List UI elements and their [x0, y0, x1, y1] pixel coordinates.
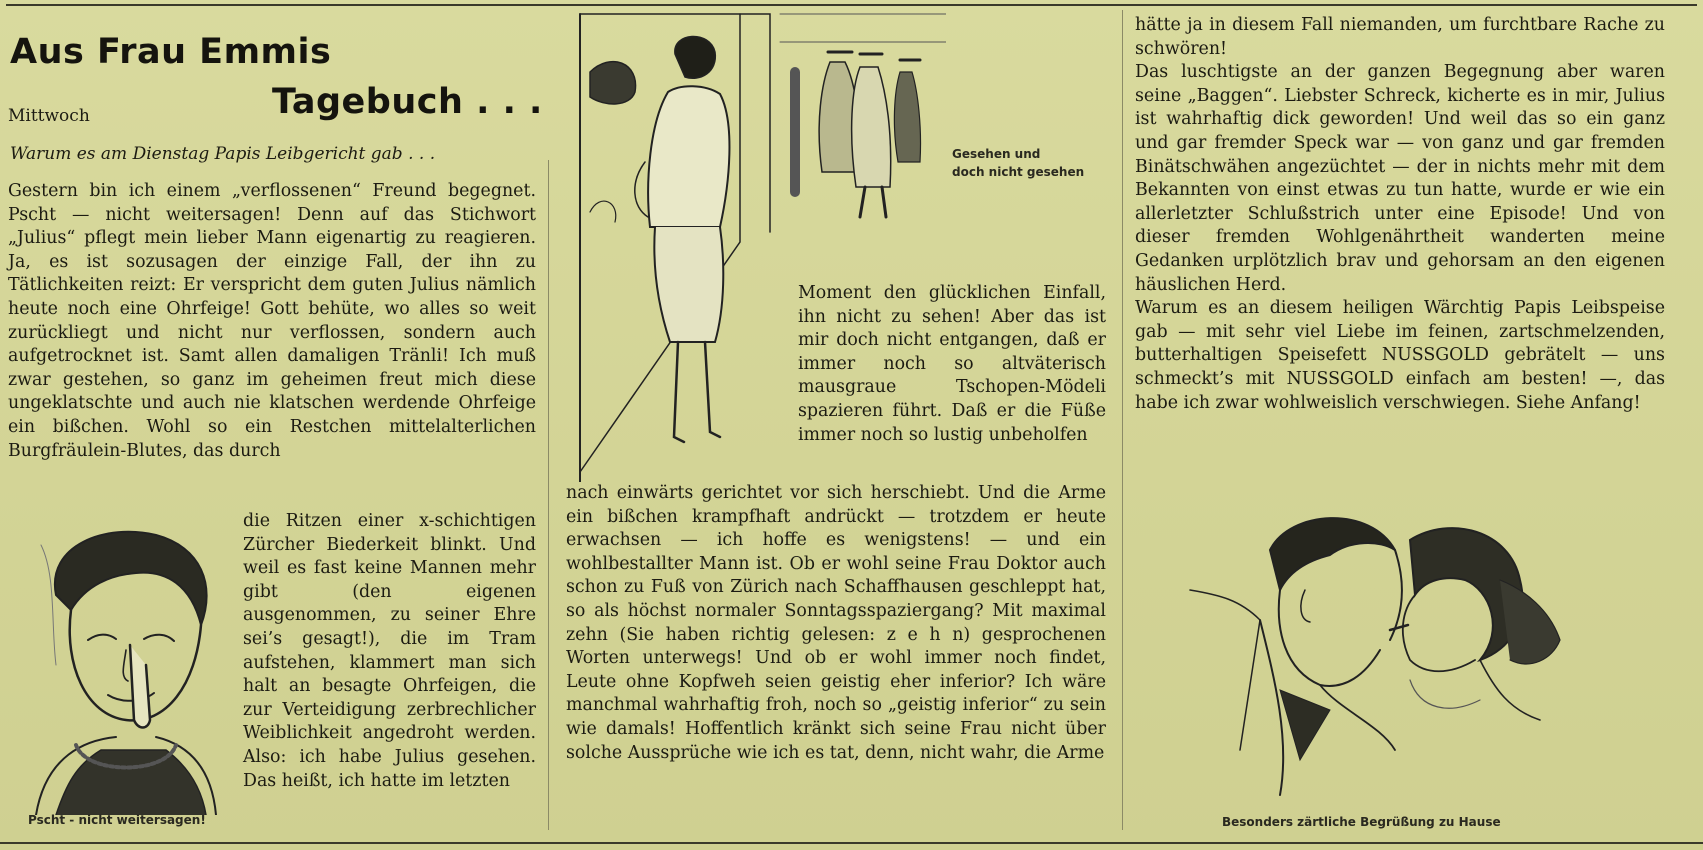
column-3-paragraph-1: hätte ja in diesem Fall niemanden, um furchtbare Rache zu schwören!: [1135, 15, 1665, 59]
column-2-narrow-text: [798, 282, 1106, 447]
column-3-paragraph-3: Warum es an diesem heiligen Wärchtig Papis Leibspeise gab — mit sehr viel Liebe im feinen, zartschmelzenden, butterhaltigen Speisefett NUSSGOLD gebrätelt — uns schmeckt’s mit NUSSGOLD einfach am besten! —, das habe ich zwar wohlweislich verschwiegen. Siehe Anfang!: [1135, 298, 1665, 413]
column-2-continued-paragraph: nach einwärts gerichtet vor sich herschiebt. Und die Arme ein bißchen krampfhaft andrückt — trotzdem er heute erwachsen — ich hoffe es wenigstens! — und ein wohlbestallter Mann ist. Ob er wohl seine Frau Doktor auch schon zu Fuß von Zürich nach Schaffhausen geschleppt hat, so als höchst normaler Sonntagsspaziergang? Mit maximal zehn (Sie haben richtig gelesen: z e h n) gesprochenen Worten unterwegs! Und ob er wohl immer noch findet, Leute ohne Kopfweh seien geistig eher inferior? Ich wäre manchmal wahrhaftig froh, noch so „geistig inferior“ zu sein wie damals! Hoffentlich kränkt sich seine Frau nicht über solche Aussprüche wie ich es tat, denn, nicht wahr, die Arme: [566, 483, 1106, 763]
column-2-paragraph: Moment den glücklichen Einfall, ihn nicht zu sehen! Aber das ist mir doch nicht entgangen, daß er immer noch so altväterisch mausgraue Tschopen-Mödeli spazieren führt. Daß er die Füße immer noch so lustig unbeholfen: [798, 283, 1106, 445]
title-line-2: Tagebuch . . .: [272, 82, 543, 122]
bottom-rule: [0, 842, 1703, 844]
column-1-paragraph: Gestern bin ich einem „verflossenen“ Freund begegnet. Pscht — nicht weitersagen! Denn auf das Stichwort „Julius“ pflegt mein lieber Mann eigenartig zu reagieren. Ja, es ist sozusagen der einzige Fall, der ihn zu Tätlichkeiten reizt: Er verspricht dem guten Julius nämlich heute noch eine Ohrfeige! Gott behüte, wo alles so weit zurückliegt und nicht nur verflossen, sondern auch aufgetrocknet ist. Samt allen damaligen Tränli! Ich muß zwar gestehen, so ganz im geheimen freut mich diese ungeklatschte und auch nie klatschen werdende Ohrfeige ein bißchen. Wohl so ein Restchen mittelalterlichen Burgfräulein-Blutes, das durch: [8, 181, 536, 461]
dateline: Mittwoch: [8, 106, 90, 126]
subtitle: Warum es am Dienstag Papis Leibgericht gab . . .: [10, 144, 436, 164]
column-separator: [548, 160, 549, 830]
caption-kiss: Besonders zärtliche Begrüßung zu Hause: [1222, 815, 1501, 829]
column-3-text: [1135, 14, 1665, 415]
column-1-top-text: [8, 180, 536, 463]
column-3-paragraph-2: Das luschtigste an der ganzen Begegnung aber waren seine „Baggen“. Liebster Schreck, kicherte es in mir, Julius ist wahrhaftig dick geworden! Und weil das so ein ganz und gar fremder Speck war — von ganz und gar fremden Binätschwähen angezüchtet — der in nichts mehr mit dem Bekannten von einst etwas zu tun hatte, wurde er wie ein allerletzter Schlußstrich unter eine Episode! Und von dieser fremden Wohlgenährtheit wanderten meine Gedanken urplötzlich brav und gehorsam an den eigenen häuslichen Herd.: [1135, 62, 1665, 295]
title-line-1: Aus Frau Emmis: [10, 32, 332, 72]
woman-shush-sketch: [16, 515, 236, 815]
top-rule: [6, 4, 1697, 6]
caption-street-line-2: doch nicht gesehen: [952, 165, 1085, 179]
caption-street-line-1: Gesehen und: [952, 147, 1041, 161]
kiss-illustration: [1180, 510, 1600, 800]
couple-kissing-sketch: [1180, 510, 1600, 800]
woman-shush-illustration: [16, 515, 236, 815]
column-2-full-text: [566, 482, 1106, 765]
caption-woman-shush: Pscht - nicht weitersagen!: [28, 813, 206, 827]
column-1-continued-paragraph: die Ritzen einer x-schichtigen Zürcher Biederkeit blinkt. Und weil es fast keine Mannen mehr gibt (den eigenen ausgenommen, zu seiner Ehre sei’s gesagt!), die im Tram aufstehen, klammert man sich halt an besagte Ohrfeigen, die zur Verteidigung zerbrechlicher Weiblichkeit angedroht werden. Also: ich habe Julius gesehen. Das heißt, ich hatte im letzten: [243, 511, 536, 791]
column-separator: [1122, 10, 1123, 830]
column-1-narrow-text: [243, 510, 536, 793]
